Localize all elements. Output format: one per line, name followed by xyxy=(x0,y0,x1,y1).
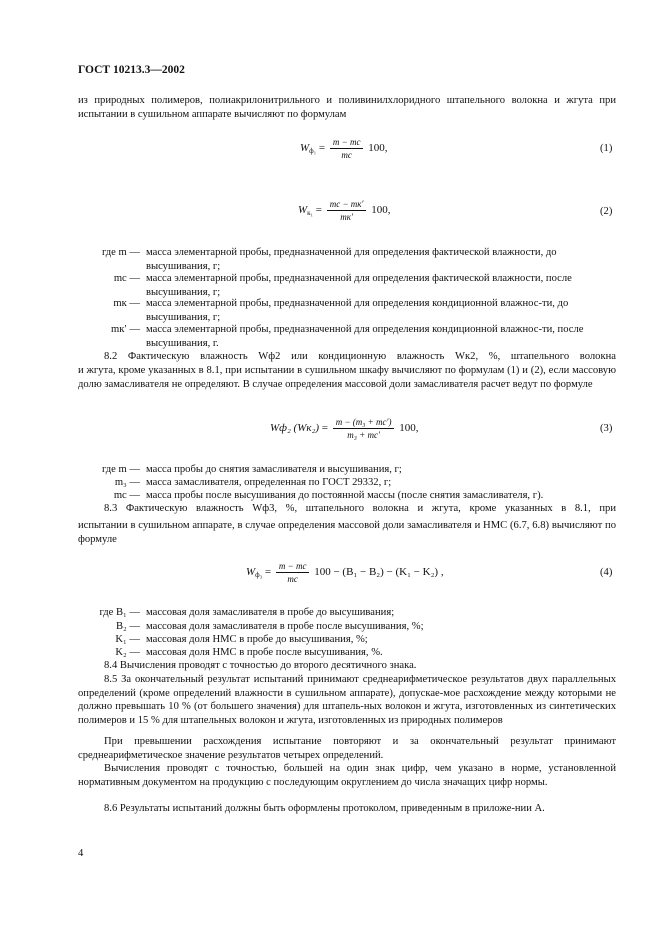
paragraph-8-3: испытании в сушильном аппарате, в случае определения массовой доли замасливателя и НМС (6.7, 6.8) вычисляют по формуле xyxy=(78,520,616,545)
document-header: ГОСТ 10213.3—2002 xyxy=(78,64,185,76)
definition-label: где B₁ — xyxy=(99,607,140,618)
formula-4-fraction xyxy=(276,560,310,585)
formula-2-tail: 100, xyxy=(371,204,391,217)
formula-1-lhs-sub: ф₁ xyxy=(309,147,317,156)
definition-label: mк′ — xyxy=(111,324,140,335)
definition-label: где m — xyxy=(101,247,140,258)
paragraph-8-6: 8.6 Результаты испытаний должны быть оформлены протоколом, приведенным в приложе-нии А. xyxy=(104,803,545,814)
definition-item xyxy=(78,272,616,299)
paragraph-8-3-line1: 8.3 Фактическую влажность Wф3, %, штапельного волокна и жгута, кроме указанных в 8.1, при xyxy=(104,503,616,514)
definition-text: масса элементарной пробы, предназначенной для определения кондиционной влажнос-ти, до высушивания, г; xyxy=(146,298,569,323)
definition-text: масса элементарной пробы, предназначенной для определения фактической влажности, после высушивания, г; xyxy=(146,273,572,298)
definition-item xyxy=(78,606,616,620)
formula-2-number: (2) xyxy=(600,206,613,217)
formula-3-numerator: m − (m₃ + mс′) xyxy=(335,417,392,427)
formula-1-fraction xyxy=(330,136,364,161)
formula-4 xyxy=(246,560,444,585)
formula-4-denominator: mс xyxy=(276,572,310,585)
formula-1-tail: 100, xyxy=(368,142,388,155)
page-number: 4 xyxy=(78,848,84,859)
definition-text: массовая доля НМС в пробе до высушивания, %; xyxy=(146,634,368,645)
definition-item xyxy=(78,246,616,273)
formula-2-lhs: W xyxy=(298,204,308,217)
definition-label: K₂ — xyxy=(115,647,140,658)
definition-text: масса элементарной пробы, предназначенной для определения фактической влажности, до высушивания, г; xyxy=(146,247,557,272)
definition-text: масса замасливателя, определенная по ГОСТ 29332, г; xyxy=(146,477,392,488)
formula-3-fraction xyxy=(333,416,395,441)
definition-item xyxy=(78,323,616,350)
formula-2-eq: = xyxy=(315,204,322,217)
paragraph-8-2: и жгута, кроме указанных в 8.1, при испытании в сушильном шкафу вычисляют по формулам (1) и (2), если массовую долю замасливателя не определяют. В случае определения массовой доли замасливателя расчет ведут по формуле xyxy=(78,365,616,390)
formula-4-lhs-sub: ф₃ xyxy=(255,571,263,580)
definition-label: B₂ — xyxy=(115,621,140,632)
formula-2-fraction xyxy=(327,198,367,223)
definition-label: K₁ — xyxy=(115,634,140,645)
definition-text: масса элементарной пробы, предназначенной для определения кондиционной влажнос-ти, после высушивания, г. xyxy=(146,324,584,349)
formula-3 xyxy=(270,416,418,441)
formula-2-numerator: mс − mк′ xyxy=(329,199,364,209)
formula-2 xyxy=(298,198,390,223)
formula-3-tail: 100, xyxy=(399,422,419,435)
formula-3-denominator: m₃ + mс′ xyxy=(333,428,395,441)
formula-4-tail: 100 − (B₁ − B₂) − (K₁ − K₂) , xyxy=(314,566,444,579)
formula-1-lhs: W xyxy=(300,142,310,155)
definition-item xyxy=(78,620,616,634)
definition-text: массовая доля замасливателя в пробе после высушивания, %; xyxy=(146,621,424,632)
definition-label: mс — xyxy=(113,490,140,501)
formula-3-eq: = xyxy=(321,422,328,435)
paragraph-8-2-line1: 8.2 Фактическую влажность Wф2 или кондиционную влажность Wк2, %, штапельного волокна xyxy=(104,351,616,362)
definition-item xyxy=(78,646,616,660)
definition-item xyxy=(78,463,616,477)
definition-label: где m — xyxy=(101,464,140,475)
definition-item xyxy=(78,633,616,647)
paragraph-8-5-repeat: При превышении расхождения испытание повторяют и за окончательный результат принимают среднеарифметическое значение результатов четырех определений. xyxy=(78,736,616,761)
definition-text: масса пробы до снятия замасливателя и высушивания, г; xyxy=(146,464,402,475)
paragraph-8-5: 8.5 За окончательный результат испытаний принимают среднеарифметическое результатов двух параллельных определений (кроме определений влажности в сушильном аппарате), допускае-мое расхождение между которыми не должно превышать 10 % (от большего значения) для штапель-ных волокон и жгута, изготовленных из синтетических полимеров и 15 % для штапельных волокон и жгута, изготовленных из природных полимеров xyxy=(78,674,616,726)
formula-2-lhs-sub: к₁ xyxy=(307,209,314,218)
formula-1-eq: = xyxy=(318,142,326,155)
definition-item xyxy=(78,297,616,324)
formula-4-eq: = xyxy=(264,566,272,579)
definition-item xyxy=(78,489,616,503)
definition-text: масса пробы после высушивания до постоянной массы (после снятия замасливателя, г). xyxy=(146,490,544,501)
intro-paragraph: из природных полимеров, полиакрилонитрильного и поливинилхлоридного штапельного волокна и жгута при испытании в сушильном аппарате вычисляют по формулам xyxy=(78,95,616,120)
formula-4-numerator: m − mс xyxy=(278,561,307,571)
formula-2-denominator: mк′ xyxy=(327,210,367,223)
formula-4-lhs: W xyxy=(246,566,256,579)
formula-3-lhs: Wф₂ (Wк₂) xyxy=(270,422,320,435)
definition-text: массовая доля НМС в пробе после высушивания, %. xyxy=(146,647,383,658)
paragraph-8-5-precision: Вычисления проводят с точностью, большей на один знак цифр, чем указано в норме, установленной нормативным документом на продукцию с последующим округлением до числа значащих цифр нормы. xyxy=(78,763,616,788)
paragraph-8-4: 8.4 Вычисления проводят с точностью до второго десятичного знака. xyxy=(104,660,417,671)
definition-label: mк — xyxy=(113,298,140,309)
definition-label: mс — xyxy=(113,273,140,284)
formula-3-number: (3) xyxy=(600,423,613,434)
definition-item xyxy=(78,476,616,490)
formula-1-number: (1) xyxy=(600,143,613,154)
definition-text: массовая доля замасливателя в пробе до высушивания; xyxy=(146,607,395,618)
definition-label: m₃ — xyxy=(114,477,140,488)
formula-4-number: (4) xyxy=(600,567,613,578)
formula-1-numerator: m − mс xyxy=(332,137,361,147)
formula-1 xyxy=(300,136,387,161)
formula-1-denominator: mс xyxy=(330,148,364,161)
